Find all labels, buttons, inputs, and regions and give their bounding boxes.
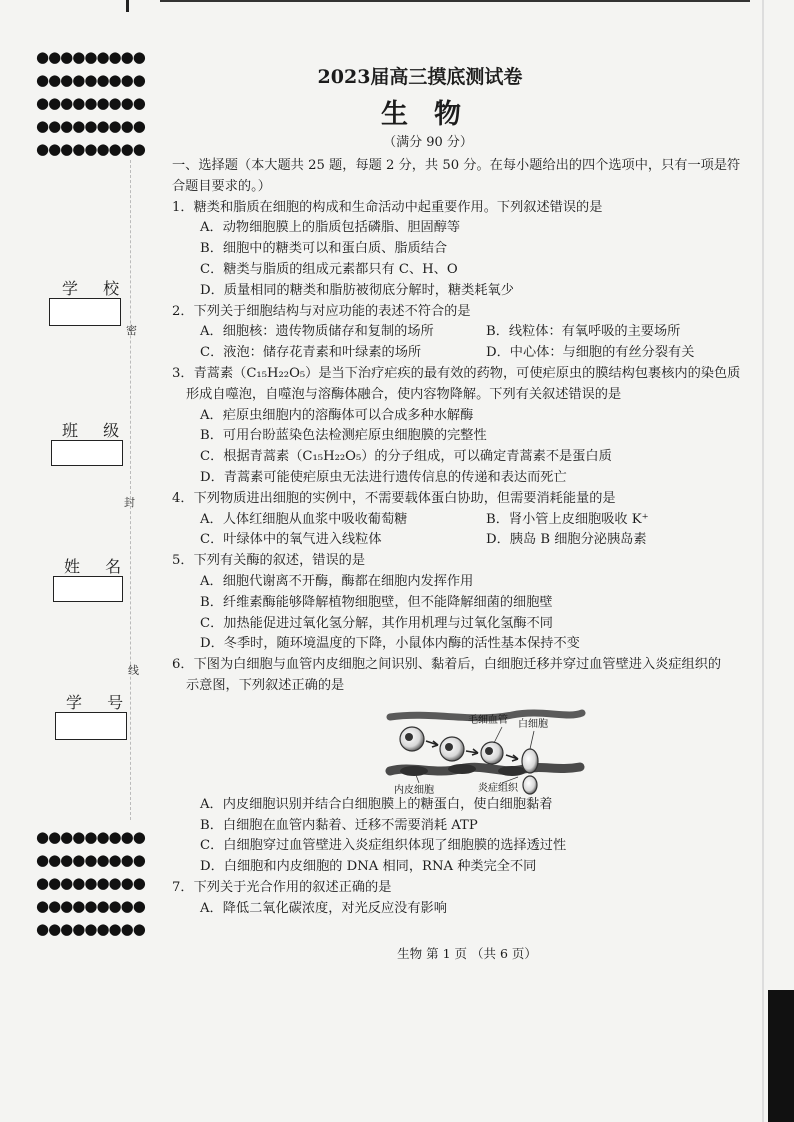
q6-option-c: C．白细胞穿过血管壁进入炎症组织体现了细胞膜的选择透过性 [200,838,567,854]
q4-option-a: A．人体红细胞从血浆中吸收葡萄糖 [200,511,408,527]
corner-mark [126,0,129,12]
cell-nucleus [485,747,493,755]
q2-options-row2 [172,343,772,364]
q1-option-c: C．糖类与脂质的组成元素都只有 C、H、O [200,261,458,277]
dot-row: ●●●●●●●●● [36,920,145,938]
label-endothelial-cell: 内皮细胞 [394,784,434,795]
q3-option-c: C．根据青蒿素（C₁₅H₂₂O₅）的分子组成，可以确定青蒿素不是蛋白质 [200,449,612,465]
q2-option-c: C．液泡：储存花青素和叶绿素的场所 [200,345,422,361]
leader-line [530,731,534,749]
cut-char-close: 封 [124,496,135,509]
page-footer: 生物 第 1 页 （共 6 页） [397,946,537,961]
leader-line [416,775,419,783]
name-field[interactable] [53,576,123,602]
section-heading-cont: 合题目要求的。） [172,178,271,194]
dot-row: ●●●●●●●●● [36,71,145,89]
binding-cut-line [130,160,132,820]
q2-option-d: D．中心体：与细胞的有丝分裂有关 [486,345,695,361]
q2-options-row1 [172,322,772,343]
endothelial-cell [498,766,526,776]
subject-title: 生物 [381,99,487,130]
exam-title: 2023届高三摸底测试卷 [317,66,523,88]
q6-option-a: A．内皮细胞识别并结合白细胞膜上的糖蛋白，使白细胞黏着 [200,796,553,812]
cell-nucleus [405,733,413,741]
q3-option-b: B．可用台盼蓝染色法检测疟原虫细胞膜的完整性 [200,428,487,444]
q7-option-a: A．降低二氧化碳浓度，对光反应没有影响 [200,900,447,916]
school-field[interactable] [49,298,121,326]
section-heading: 一、选择题（本大题共 25 题，每题 2 分，共 50 分。在每小题给出的四个选项中，只有一项是符 [172,158,741,173]
class-label: 班 级 [62,421,130,440]
q7-stem: 7．下列关于光合作用的叙述正确的是 [172,879,392,895]
q4-options-row2 [172,530,772,551]
q3-option-a: A．疟原虫细胞内的溶酶体可以合成多种水解酶 [200,407,474,423]
q4-options-row1 [172,510,772,531]
q4-stem: 4．下列物质进出细胞的实例中，不需要载体蛋白协助，但需要消耗能量的是 [172,490,616,506]
top-border-line [160,0,750,2]
q5-option-a: A．细胞代谢离不开酶，酶都在细胞内发挥作用 [200,573,474,589]
dot-row: ●●●●●●●●● [36,48,145,66]
q6-option-b: B．白细胞在血管内黏着、迁移不需要消耗 ATP [200,817,478,833]
q1-option-d: D．质量相同的糖类和脂肪被彻底分解时，糖类耗氧少 [200,282,514,298]
q6-stem-cont: 示意图，下列叙述正确的是 [186,677,345,693]
question-content [172,156,772,920]
dot-row: ●●●●●●●●● [36,140,145,158]
migrating-white-blood-cell [522,749,538,773]
q6-figure [172,697,772,795]
school-label: 学 校 [62,279,130,298]
q3-stem-cont: 形成自噬泡，自噬泡与溶酶体融合，使内容物降解。下列有关叙述错误的是 [186,386,622,402]
q2-stem: 2．下列关于细胞结构与对应功能的表述不符合的是 [172,303,471,319]
q1-stem: 1．糖类和脂质在细胞的构成和生命活动中起重要作用。下列叙述错误的是 [172,199,603,215]
leukocyte-migration-diagram [172,697,772,795]
q5-stem: 5．下列有关酶的叙述，错误的是 [172,553,366,569]
cut-char-line: 线 [128,664,139,677]
binding-dots-bottom [36,826,145,941]
q4-option-d: D．胰岛 B 细胞分泌胰岛素 [486,532,647,548]
leader-line [494,727,502,743]
dot-row: ●●●●●●●●● [36,117,145,135]
full-score: （满分 90 分） [383,135,473,150]
student-id-field[interactable] [55,712,127,740]
name-label: 姓 名 [64,557,132,576]
q5-option-b: B．纤维素酶能够降解植物细胞壁，但不能降解细菌的细胞壁 [200,594,553,610]
dot-row: ●●●●●●●●● [36,851,145,869]
cell-nucleus [445,743,453,751]
q1-option-a: A．动物细胞膜上的脂质包括磷脂、胆固醇等 [200,220,461,236]
label-white-blood-cell: 白细胞 [518,718,548,730]
q1-option-b: B．细胞中的糖类可以和蛋白质、脂质结合 [200,241,448,257]
dot-row: ●●●●●●●●● [36,897,145,915]
dot-row: ●●●●●●●●● [36,828,145,846]
q3-option-d: D．青蒿素可能使疟原虫无法进行遗传信息的传递和表达而死亡 [200,469,567,485]
dot-row: ●●●●●●●●● [36,94,145,112]
scan-edge-block [768,990,794,1122]
endothelial-cell [448,764,476,774]
q2-option-a: A．细胞核：遗传物质储存和复制的场所 [200,324,434,340]
label-capillary: 毛细血管 [468,714,508,726]
q4-option-c: C．叶绿体中的氧气进入线粒体 [200,532,382,548]
class-field[interactable] [51,440,123,466]
q4-option-b: B．肾小管上皮细胞吸收 K⁺ [486,511,649,527]
dot-row: ●●●●●●●●● [36,874,145,892]
label-inflamed-tissue: 炎症组织 [478,782,518,794]
student-id-label: 学 号 [66,693,134,712]
q5-option-d: D．冬季时，随环境温度的下降，小鼠体内酶的活性基本保持不变 [200,636,580,652]
q6-stem: 6．下图为白细胞与血管内皮细胞之间识别、黏着后，白细胞迁移并穿过血管壁进入炎症组织的 [172,657,722,673]
q3-stem: 3．青蒿素（C₁₅H₂₂O₅）是当下治疗疟疾的最有效的药物，可使疟原虫的膜结构包裹核内的染色质 [172,365,741,381]
migrating-white-blood-cell-lower [523,776,537,794]
cut-char-seal: 密 [126,324,137,337]
q5-option-c: C．加热能促进过氧化氢分解，其作用机理与过氧化氢酶不同 [200,615,553,631]
q6-option-d: D．白细胞和内皮细胞的 DNA 相同，RNA 种类完全不同 [200,859,537,875]
q2-option-b: B．线粒体：有氧呼吸的主要场所 [486,324,681,340]
endothelial-cell [400,766,428,776]
